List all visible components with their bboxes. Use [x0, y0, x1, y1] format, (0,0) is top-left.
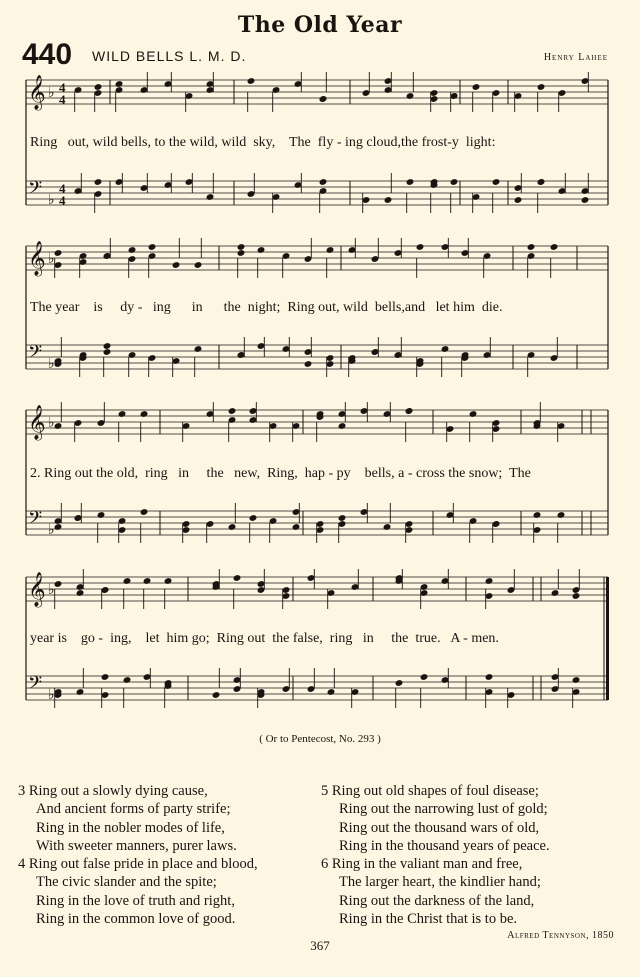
note-head [237, 243, 246, 251]
verse-number: 5 [321, 783, 329, 799]
lyrics-line-4: year is go - ing, let him go; Ring out the false, ring in the true. A - men. [30, 631, 499, 646]
verse-line: Ring out false pride in place and blood, [28, 856, 258, 872]
note-head [76, 589, 85, 597]
note-head [54, 422, 63, 430]
flat-sign: ♭ [48, 415, 55, 431]
note-head [249, 514, 258, 522]
note-head [143, 577, 152, 585]
verse-line: Ring in the valiant man and free, [331, 856, 523, 872]
note-head [537, 83, 546, 91]
note-head [327, 688, 336, 696]
verse-line: Ring out a slowly dying cause, [28, 783, 208, 799]
note-head [338, 422, 347, 430]
verse-line: The civic slander and the spite; [36, 874, 217, 891]
note-head [406, 92, 415, 100]
note-head [514, 196, 523, 204]
treble-clef: 𝄞 [28, 75, 46, 110]
flat-sign: ♭ [48, 582, 55, 598]
note-head [94, 178, 103, 186]
time-signature-bottom: 4 [59, 193, 66, 208]
note-head [94, 83, 103, 91]
lyrics-line-1: Ring out, wild bells, to the wild, wild sky, The fly - ing cloud,the frost-y light: [30, 135, 496, 150]
page-number: 367 [310, 938, 330, 953]
note-head [164, 577, 173, 585]
flat-sign: ♭ [48, 85, 55, 101]
note-head [304, 360, 313, 368]
flat-sign: ♭ [48, 687, 55, 703]
note-head [140, 508, 149, 516]
verse-number: 6 [321, 856, 329, 872]
note-head [101, 673, 110, 681]
note-head [550, 243, 559, 251]
note-head [537, 178, 546, 186]
note-head [123, 676, 132, 684]
flat-sign: ♭ [48, 356, 55, 372]
time-signature-top: 4 [59, 181, 66, 196]
note-head [527, 243, 536, 251]
alternate-tune-note: ( Or to Pentecost, No. 293 ) [259, 733, 381, 745]
note-head [472, 83, 481, 91]
note-head [212, 691, 221, 699]
composer-credit: Henry Lahee [543, 52, 608, 63]
note-head [469, 410, 478, 418]
verse-line: Ring out the thousand wars of old, [339, 819, 540, 836]
note-head [206, 193, 215, 201]
note-head [172, 261, 181, 269]
flat-sign: ♭ [48, 522, 55, 538]
flat-sign: ♭ [48, 192, 55, 208]
treble-clef: 𝄞 [28, 405, 46, 440]
lyrics-line-3: 2. Ring out the old, ring in the new, Ring, hap - py bells, a - cross the snow; The [30, 466, 531, 481]
verse-line: And ancient forms of party strife; [36, 801, 231, 818]
note-head [551, 589, 560, 597]
note-head [492, 178, 501, 186]
time-signature-top: 4 [59, 80, 66, 95]
note-head [485, 577, 494, 585]
hymn-title: The Old Year [237, 12, 403, 38]
note-head [228, 407, 237, 415]
treble-clef: 𝄞 [28, 241, 46, 276]
note-head [76, 688, 85, 696]
verse-4 [18, 855, 258, 929]
note-head [405, 407, 414, 415]
note-head [395, 679, 404, 687]
author-credit: Alfred Tennyson, 1850 [507, 930, 614, 941]
note-head [115, 80, 124, 88]
note-head [257, 246, 266, 254]
verse-line: With sweeter manners, purer laws. [36, 838, 237, 855]
verse-line: Ring out old shapes of foul disease; [331, 783, 539, 799]
lyrics-line-2: The year is dy - ing in the night; Ring out, wild bells,and let him die. [30, 300, 503, 315]
note-head [118, 410, 127, 418]
note-head [194, 345, 203, 353]
bass-clef: 𝄢 [28, 178, 43, 203]
note-head [103, 348, 112, 356]
note-head [54, 523, 63, 531]
note-head [450, 178, 459, 186]
note-head [416, 243, 425, 251]
bass-clef: 𝄢 [28, 673, 43, 698]
bass-clef: 𝄢 [28, 342, 43, 367]
note-head [441, 345, 450, 353]
note-head [533, 511, 542, 519]
note-head [128, 246, 137, 254]
verse-line: Ring in the common love of good. [36, 911, 236, 928]
verse-3 [18, 782, 237, 856]
verse-line: Ring out the darkness of the land, [339, 892, 535, 909]
verse-line: Ring in the love of truth and right, [36, 892, 235, 909]
note-head [194, 261, 203, 269]
verse-5 [321, 782, 550, 856]
verse-number: 4 [18, 856, 26, 872]
note-head [420, 673, 429, 681]
hymn-number: 440 [22, 38, 73, 71]
note-head [572, 592, 581, 600]
note-head [319, 178, 328, 186]
note-head [292, 523, 301, 531]
flat-sign: ♭ [48, 251, 55, 267]
note-head [54, 249, 63, 257]
note-head [485, 673, 494, 681]
note-head [54, 580, 63, 588]
tune-name: WILD BELLS L. M. D. [92, 48, 247, 64]
verse-line: Ring out the narrowing lust of gold; [339, 801, 548, 818]
note-head [148, 243, 157, 251]
note-head [572, 676, 581, 684]
verse-number: 3 [18, 783, 26, 799]
note-head [557, 511, 566, 519]
note-head [384, 196, 393, 204]
note-head [228, 523, 237, 531]
note-head [123, 577, 132, 585]
note-head [97, 511, 106, 519]
note-head [247, 77, 256, 85]
time-signature-bottom: 4 [59, 92, 66, 107]
verse-6 [321, 855, 541, 929]
treble-clef: 𝄞 [28, 572, 46, 607]
bass-clef: 𝄢 [28, 508, 43, 533]
note-head [326, 246, 335, 254]
verse-line: Ring in the nobler modes of life, [36, 819, 225, 836]
verse-line: Ring in the Christ that is to be. [339, 911, 518, 928]
verse-line: The larger heart, the kindlier hand; [339, 874, 541, 891]
note-head [383, 523, 392, 531]
note-head [233, 574, 242, 582]
note-head [581, 196, 590, 204]
verse-line: Ring in the thousand years of peace. [339, 838, 550, 855]
note-head [338, 514, 347, 522]
note-head [406, 178, 415, 186]
note-head [237, 249, 246, 257]
note-head [140, 410, 149, 418]
note-head [319, 95, 328, 103]
note-head [103, 342, 112, 350]
